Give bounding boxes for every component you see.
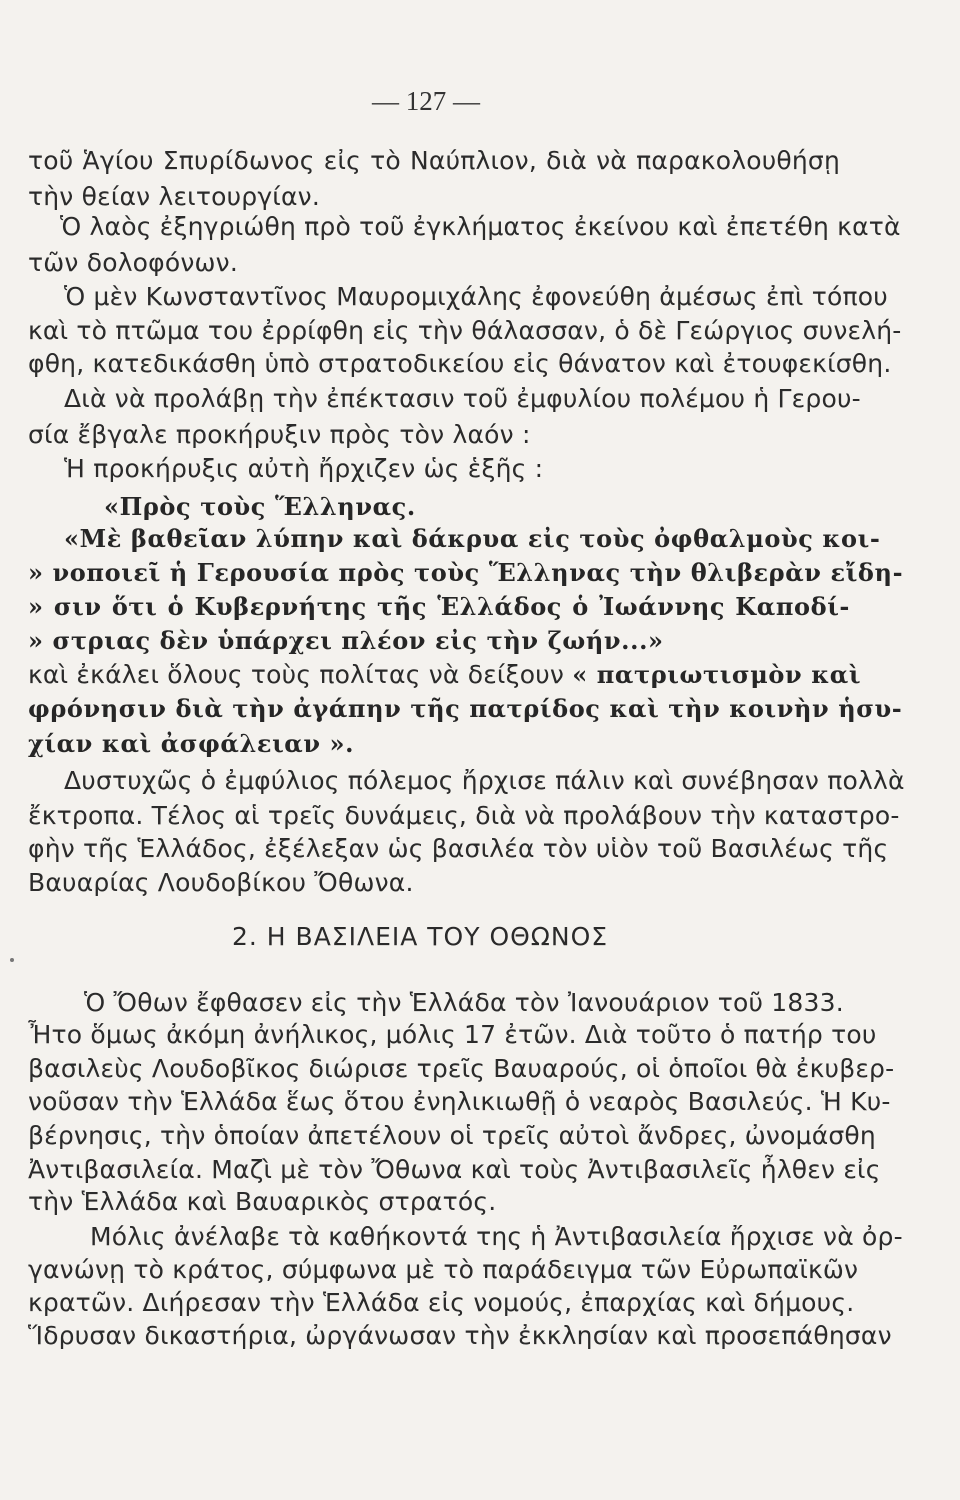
section-heading: 2. Η ΒΑΣΙΛΕΙΑ ΤΟΥ ΟΘΩΝΟΣ [232, 922, 609, 951]
text-line: Ἡ προκήρυξις αὐτὴ ἤρχιζεν ὡς ἑξῆς : [64, 454, 544, 483]
text-line: Δυστυχῶς ὁ ἐμφύλιος πόλεμος ἤρχισε πάλιν καὶ συνέβησαν πολλὰ [64, 766, 905, 795]
text-line: Ἦτο ὅμως ἀκόμη ἀνήλικος, μόλις 17 ἐτῶν. Διὰ τοῦτο ὁ πατήρ του [28, 1020, 877, 1049]
text-line: Διὰ νὰ προλάβῃ τὴν ἐπέκτασιν τοῦ ἐμφυλίου πολέμου ἡ Γερου- [64, 384, 861, 413]
text-line: Ἵδρυσαν δικαστήρια, ὠργάνωσαν τὴν ἐκκλησίαν καὶ προσεπάθησαν [28, 1321, 892, 1350]
text-line: τὴν θείαν λειτουργίαν. [28, 182, 320, 211]
text-line: Ὁ μὲν Κωνσταντῖνος Μαυρομιχάλης ἐφονεύθη ἀμέσως ἐπὶ τόπου [64, 282, 888, 311]
text-span: καὶ ἐκάλει ὅλους τοὺς πολίτας νὰ δείξουν [28, 660, 573, 689]
text-line: φὴν τῆς Ἑλλάδος, ἐξέλεξαν ὡς βασιλέα τὸν υἱὸν τοῦ Βασιλέως τῆς [28, 834, 889, 863]
scan-speck [10, 958, 14, 962]
text-line: Ὁ Ὄθων ἔφθασεν εἰς τὴν Ἑλλάδα τὸν Ἰανουάριον τοῦ 1833. [84, 988, 844, 1017]
text-line: Ἀντιβασιλεία. Μαζὶ μὲ τὸν Ὄθωνα καὶ τοὺς Ἀντιβασιλεῖς ἦλθεν εἰς [28, 1155, 881, 1184]
text-line: φρόνησιν διὰ τὴν ἀγάπην τῆς πατρίδος καὶ τὴν κοινὴν ἡσυ- [28, 694, 903, 723]
proclamation-salutation: «Πρὸς τοὺς Ἕλληνας. [104, 492, 416, 521]
text-line [28, 660, 861, 690]
proclamation-line: » στριας δὲν ὑπάρχει πλέον εἰς τὴν ζωήν...» [28, 626, 664, 655]
text-line: κρατῶν. Διήρεσαν τὴν Ἑλλάδα εἰς νομούς, ἐπαρχίας καὶ δήμους. [28, 1288, 855, 1317]
proclamation-line: » σιν ὅτι ὁ Κυβερνήτης τῆς Ἑλλάδος ὁ Ἰωάννης Καποδί- [28, 592, 850, 621]
text-line: βέρνησις, τὴν ὁποίαν ἀπετέλουν οἱ τρεῖς αὐτοὶ ἄνδρες, ὠνομάσθη [28, 1121, 876, 1150]
text-line: νοῦσαν τὴν Ἑλλάδα ἕως ὅτου ἐνηλικιωθῇ ὁ νεαρὸς Βασιλεύς. Ἡ Κυ- [28, 1087, 891, 1116]
text-line: τῶν δολοφόνων. [28, 248, 238, 277]
text-line: ἔκτροπα. Τέλος αἱ τρεῖς δυνάμεις, διὰ νὰ προλάβουν τὴν καταστρο- [28, 801, 900, 830]
text-line: Μόλις ἀνέλαβε τὰ καθήκοντά της ἡ Ἀντιβασιλεία ἤρχισε νὰ ὀρ- [90, 1222, 903, 1251]
text-line: Βαυαρίας Λουδοβίκου Ὄθωνα. [28, 868, 414, 897]
text-line: τὴν Ἑλλάδα καὶ Βαυαρικὸς στρατός. [28, 1187, 497, 1216]
bold-quote-span: « πατριωτισμὸν καὶ [572, 660, 862, 689]
text-line: χίαν καὶ ἀσφάλειαν ». [28, 729, 355, 758]
text-line: βασιλεὺς Λουδοβῖκος διώρισε τρεῖς Βαυαρούς, οἱ ὁποῖοι θὰ ἐκυβερ- [28, 1054, 895, 1083]
text-line: γανώνῃ τὸ κράτος, σύμφωνα μὲ τὸ παράδειγμα τῶν Εὐρωπαϊκῶν [28, 1255, 859, 1284]
text-line: φθη, κατεδικάσθη ὑπὸ στρατοδικείου εἰς θάνατον καὶ ἐτουφεκίσθη. [28, 349, 892, 378]
proclamation-line: «Μὲ βαθεῖαν λύπην καὶ δάκρυα εἰς τοὺς ὀφθαλμοὺς κοι- [64, 524, 881, 553]
text-line: σία ἔβγαλε προκήρυξιν πρὸς τὸν λαόν : [28, 420, 531, 449]
text-line: Ὁ λαὸς ἐξηγριώθη πρὸ τοῦ ἐγκλήματος ἐκείνου καὶ ἐπετέθη κατὰ [60, 212, 901, 241]
text-line: τοῦ Ἁγίου Σπυρίδωνος εἰς τὸ Ναύπλιον, διὰ νὰ παρακολουθήσῃ [28, 146, 840, 175]
text-line: καὶ τὸ πτῶμα του ἐρρίφθη εἰς τὴν θάλασσαν, ὁ δὲ Γεώργιος συνελή- [28, 316, 902, 345]
page-number: — 127 — [372, 86, 480, 116]
proclamation-line: » νοποιεῖ ἡ Γερουσία πρὸς τοὺς Ἕλληνας τὴν θλιβερὰν εἴδη- [28, 558, 904, 587]
